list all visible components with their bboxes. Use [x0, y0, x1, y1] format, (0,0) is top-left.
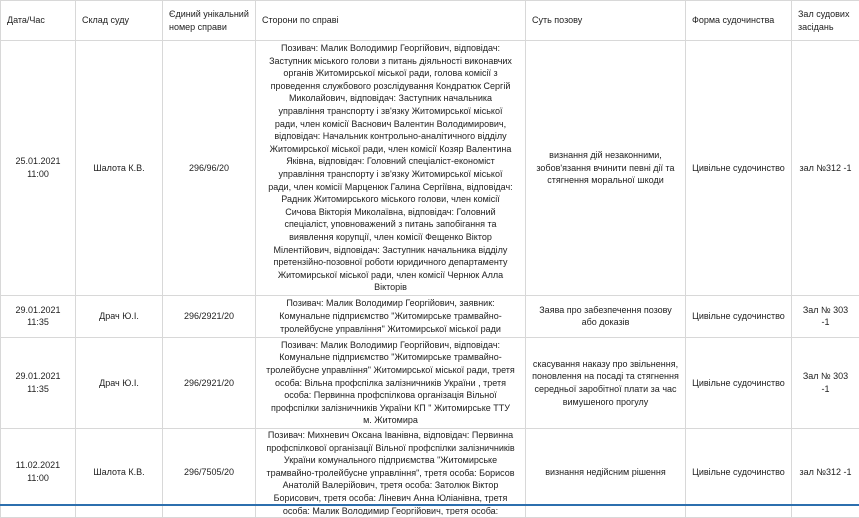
cell-court: Драч Ю.І.	[76, 337, 163, 428]
cell-date: 29.01.2021	[7, 304, 69, 317]
header-case-number[interactable]: Єдиний унікальний номер справи	[163, 1, 256, 41]
header-hall[interactable]: Зал судових засідань	[792, 1, 859, 41]
cell-form: Цивільне судочинство	[686, 295, 792, 337]
cell-case-number: 296/2921/20	[163, 337, 256, 428]
cell-parties-text: Позивач: Михневич Оксана Іванівна, відповідач: Первинна профспілкової організації Вільної профспілки залізничників України комунального підприємства "Житомирське трамвайно-тролейбусне управління", третя особа: Борисов Анатолій Валерійович, третя особа: Затолюк Віктор Борисович, третя особа: Ліневич Анна Юліанівна, третя особа: Малик Володимир Георгійович, третя особа:	[266, 429, 515, 515]
header-form[interactable]: Форма судочинства	[686, 1, 792, 41]
cell-form: Цивільне судочинство	[686, 337, 792, 428]
cell-hall: зал №312 -1	[792, 41, 859, 296]
cell-time: 11:35	[7, 383, 69, 396]
cell-date: 29.01.2021	[7, 370, 69, 383]
header-parties[interactable]: Сторони по справі	[256, 1, 526, 41]
cell-datetime	[1, 295, 76, 337]
cell-datetime	[1, 337, 76, 428]
cell-date: 25.01.2021	[7, 155, 69, 168]
cell-time: 11:00	[7, 168, 69, 181]
cell-parties: Позивач: Малик Володимир Георгійович, відповідач: Заступник міського голови з питань діяльності виконавчих органів Житомирської міської ради, голова комісії з проведення службового розслідування Кондратюк Сергій Миколайович, відповідач: Заступник начальника управління транспорту і зв'язку Житомирської міської ради, член комісії Васнович Валентин Володимирович, відповідач: Начальник контрольно-аналітичного відділу Житомирської міської ради, член комісії Козяр Валентина Яківна, відповідач: Головний спеціаліст-економіст управління транспорту і зв'язку Житомирської міської ради, член комісії Марценюк Галина Сергіївна, відповідач: Радник Житомирського міського голови, член комісії Сичова Вікторія Миколаївна, відповідач: Головний спеціаліст, уповноважений з питань запобігання та виявлення корупції, член комісії Фещенко Віктор Мілентійович, відповідач: Заступник начальника відділу претензійно-позовної роботи юридичного департаменту Житомирської міської ради, член комісії Чернюк Алла Вікторів	[256, 41, 526, 296]
cell-case-number: 296/96/20	[163, 41, 256, 296]
cell-court: Шалота К.В.	[76, 429, 163, 518]
cell-datetime	[1, 41, 76, 296]
header-court[interactable]: Склад суду	[76, 1, 163, 41]
cell-hall: Зал № 303 -1	[792, 337, 859, 428]
header-essence[interactable]: Суть позову	[526, 1, 686, 41]
cell-case-number: 296/2921/20	[163, 295, 256, 337]
cell-hall: зал №312 -1	[792, 429, 859, 518]
cell-date: 11.02.2021	[7, 459, 69, 472]
table-row	[1, 337, 859, 428]
table-header-row	[1, 1, 859, 41]
cell-case-number: 296/7505/20	[163, 429, 256, 518]
cell-hall: Зал № 303 -1	[792, 295, 859, 337]
cell-time: 11:00	[7, 472, 69, 485]
table-row	[1, 295, 859, 337]
cell-essence: визнання дій незаконними, зобов'язання вчинити певні дії та стягнення моральної шкоди	[526, 41, 686, 296]
cell-form: Цивільне судочинство	[686, 41, 792, 296]
header-date[interactable]: Дата/Час	[1, 1, 76, 41]
cell-essence: Заява про забезпечення позову або доказів	[526, 295, 686, 337]
cell-essence: визнання недійсним рішення	[526, 429, 686, 518]
table-row	[1, 41, 859, 296]
cell-parties: Позивач: Малик Володимир Георгійович, заявник: Комунальне підприємство "Житомирське трамвайно-тролейбусне управління" Житомирської міської ради	[256, 295, 526, 337]
cell-court: Шалота К.В.	[76, 41, 163, 296]
cell-essence: скасування наказу про звільнення, поновлення на посаді та стягнення середньої заробітної плати за час вимушеного прогулу	[526, 337, 686, 428]
cell-parties: Позивач: Малик Володимир Георгійович, відповідач: Комунальне підприємство "Житомирське трамвайно-тролейбусне управління" Житомирської міської ради, третя особа: Вільна профспілка залізничників України , третя особа: Первинна профспілкова організація Вільної профспілки залізничників України КП " Житомирське ТТУ м. Житомира	[256, 337, 526, 428]
cell-court: Драч Ю.І.	[76, 295, 163, 337]
cell-form: Цивільне судочинство	[686, 429, 792, 518]
cell-time: 11:35	[7, 316, 69, 329]
